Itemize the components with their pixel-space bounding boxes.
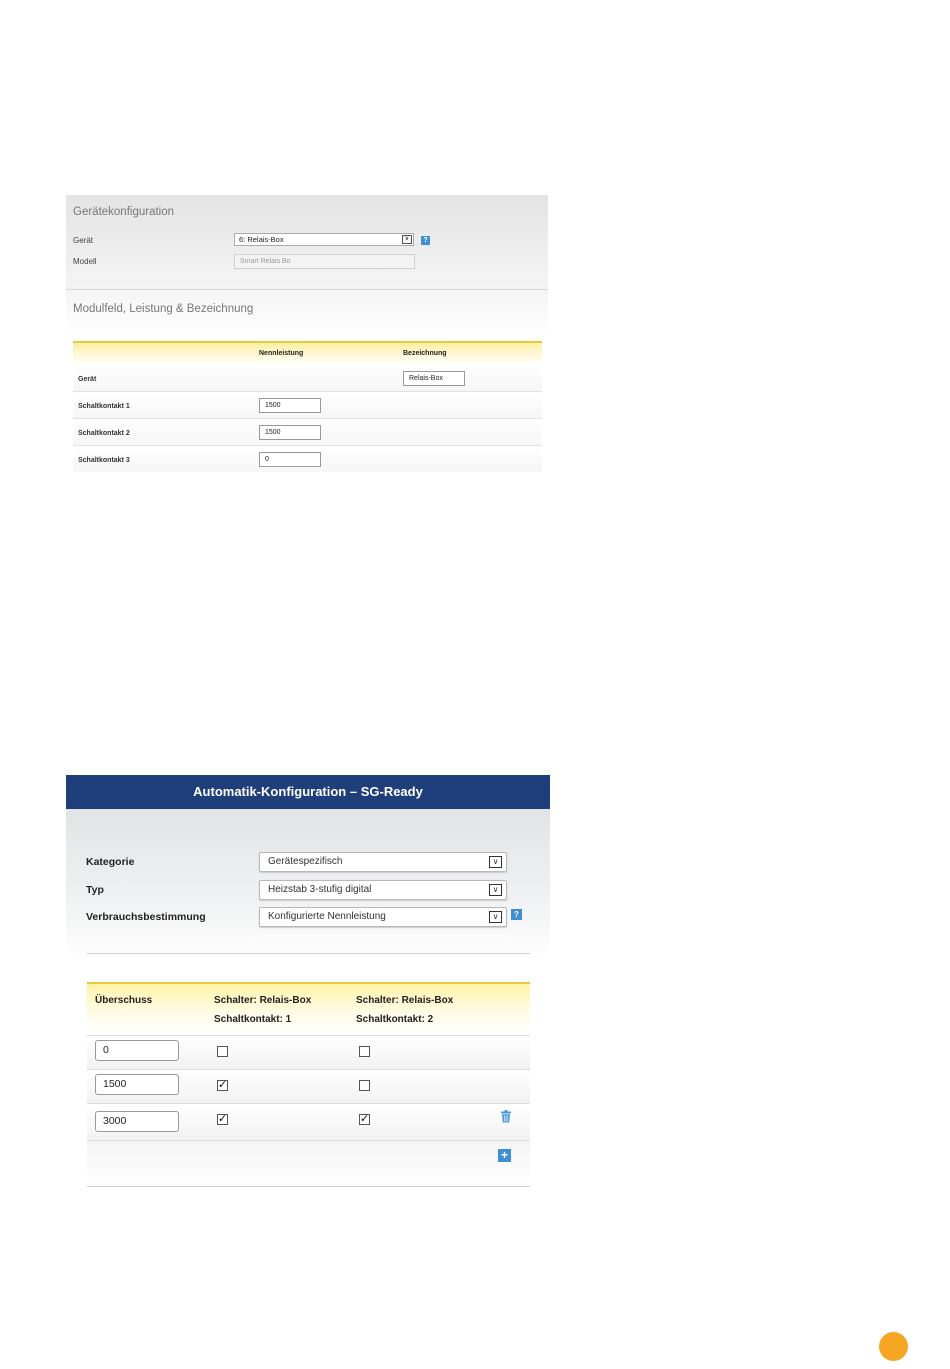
header-bezeichnung: Bezeichnung (403, 350, 447, 357)
table-header (87, 982, 530, 1036)
table-row (87, 1104, 530, 1141)
add-icon[interactable]: + (498, 1149, 511, 1162)
geraet-select[interactable] (234, 233, 414, 246)
panel-body (66, 809, 550, 1195)
page-marker-dot (879, 1332, 908, 1361)
kategorie-select[interactable] (259, 852, 507, 872)
kategorie-select-value: Gerätespezifisch (268, 856, 343, 867)
checkbox-kontakt2[interactable] (359, 1046, 370, 1057)
checkbox-kontakt2[interactable] (359, 1080, 370, 1091)
checkbox-kontakt1[interactable] (217, 1046, 228, 1057)
checkbox-kontakt1[interactable]: ✓ (218, 1114, 228, 1125)
header-schaltkontakt-1: Schaltkontakt: 1 (214, 1014, 292, 1025)
trash-icon[interactable] (500, 1110, 512, 1123)
section-divider (87, 1186, 530, 1187)
header-schaltkontakt-2: Schaltkontakt: 2 (356, 1014, 434, 1025)
modell-label: Modell (73, 257, 97, 266)
table-row (87, 1070, 530, 1104)
typ-select-value: Heizstab 3-stufig digital (268, 884, 372, 895)
device-config-panel (66, 195, 548, 467)
help-icon[interactable]: ? (421, 236, 430, 245)
dropdown-arrow-icon: ∨ (402, 235, 412, 244)
section-divider (66, 289, 548, 290)
nennleistung-input[interactable]: 1500 (259, 398, 321, 413)
checkbox-kontakt2[interactable]: ✓ (360, 1114, 370, 1125)
verbrauchsbestimmung-select-value: Konfigurierte Nennleistung (268, 911, 386, 922)
nennleistung-input[interactable]: 1500 (259, 425, 321, 440)
ueberschuss-input[interactable]: 1500 (95, 1074, 179, 1095)
table-row (73, 419, 542, 446)
section-divider (87, 953, 530, 954)
header-schalter-1: Schalter: Relais-Box (214, 995, 312, 1006)
verbrauchsbestimmung-select[interactable] (259, 907, 507, 927)
help-icon[interactable]: ? (511, 909, 522, 920)
verbrauchsbestimmung-label: Verbrauchsbestimmung (86, 911, 206, 923)
geraet-label: Gerät (73, 236, 94, 245)
section-title-geraetekonfiguration: Gerätekonfiguration (73, 206, 175, 218)
nennleistung-input[interactable]: 0 (259, 452, 321, 467)
kategorie-label: Kategorie (86, 856, 135, 868)
header-nennleistung: Nennleistung (259, 350, 304, 357)
modulfeld-table (73, 341, 542, 472)
dropdown-arrow-icon: ∨ (489, 884, 502, 896)
ueberschuss-table (87, 982, 530, 1185)
table-row (73, 392, 542, 419)
row-label: Schaltkontakt 2 (78, 430, 130, 437)
add-row (87, 1141, 530, 1185)
bezeichnung-input[interactable]: Relais-Box (403, 371, 465, 386)
typ-label: Typ (86, 884, 104, 896)
row-label: Gerät (78, 376, 97, 383)
modell-field[interactable]: Smart Relais Bo (234, 254, 415, 269)
panel-header-title: Automatik-Konfiguration – SG-Ready (66, 775, 550, 809)
header-schalter-2: Schalter: Relais-Box (356, 995, 454, 1006)
geraet-select-value: 6: Relais-Box (239, 235, 284, 244)
table-header (73, 341, 542, 365)
table-row (87, 1036, 530, 1070)
header-ueberschuss: Überschuss (95, 995, 153, 1006)
dropdown-arrow-icon: ∨ (489, 856, 502, 868)
typ-select[interactable] (259, 880, 507, 900)
ueberschuss-input[interactable]: 3000 (95, 1111, 179, 1132)
section-title-modulfeld: Modulfeld, Leistung & Bezeichnung (73, 303, 254, 315)
ueberschuss-input[interactable]: 0 (95, 1040, 179, 1061)
row-label: Schaltkontakt 3 (78, 457, 130, 464)
table-row (73, 446, 542, 472)
table-row (73, 365, 542, 392)
checkbox-kontakt1[interactable]: ✓ (218, 1080, 228, 1091)
row-label: Schaltkontakt 1 (78, 403, 130, 410)
automatik-config-panel (66, 775, 550, 1195)
dropdown-arrow-icon: ∨ (489, 911, 502, 923)
